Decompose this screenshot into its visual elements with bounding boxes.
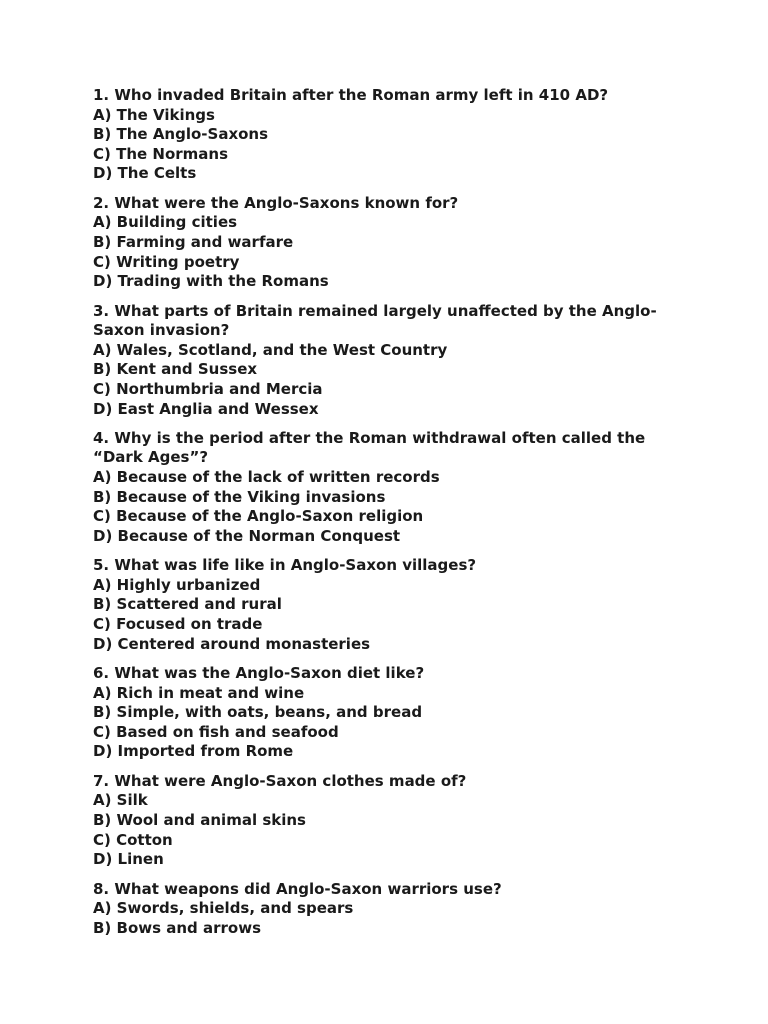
answer-option: B) Bows and arrows [93,918,262,937]
answer-option: C) Northumbria and Mercia [93,379,323,398]
answer-option: C) Cotton [93,830,173,849]
answer-option: D) East Anglia and Wessex [93,399,319,418]
answer-option: B) Simple, with oats, beans, and bread [93,703,423,722]
question-block [93,664,693,762]
answer-option: B) Because of the Viking invasions [93,487,386,506]
question-text: 3. What parts of Britain remained largely unaffected by the Anglo-Saxon invasion? [93,301,657,340]
answer-option: A) Silk [93,791,148,810]
answer-option: D) Linen [93,850,164,869]
answer-option: B) Farming and warfare [93,232,294,251]
question-block [93,302,693,420]
answer-option: A) Swords, shields, and spears [93,899,354,918]
answer-option: B) Wool and animal skins [93,810,306,829]
question-text: 7. What were Anglo-Saxon clothes made of? [93,771,467,790]
answer-option: A) Because of the lack of written records [93,468,440,487]
answer-option: C) The Normans [93,144,229,163]
answer-option: B) Kent and Sussex [93,360,258,379]
question-block [93,86,693,184]
answer-option: A) Building cities [93,213,238,232]
question-text: 6. What was the Anglo-Saxon diet like? [93,664,425,683]
question-text: 4. Why is the period after the Roman withdrawal often called the “Dark Ages”? [93,428,646,467]
question-block [93,772,693,870]
question-block [93,556,693,654]
answer-option: A) Highly urbanized [93,575,261,594]
answer-option: B) The Anglo-Saxons [93,125,269,144]
answer-option: A) Rich in meat and wine [93,683,305,702]
answer-option: D) Imported from Rome [93,742,294,761]
question-text: 1. Who invaded Britain after the Roman army left in 410 AD? [93,86,609,104]
question-text: 8. What weapons did Anglo-Saxon warriors use? [93,879,502,898]
quiz-document [93,86,693,948]
question-block [93,429,693,547]
answer-option: A) The Vikings [93,105,215,124]
answer-option: A) Wales, Scotland, and the West Country [93,340,448,359]
answer-option: D) Centered around monasteries [93,634,371,653]
question-text: 5. What was life like in Anglo-Saxon villages? [93,556,477,575]
answer-option: C) Based on fish and seafood [93,722,339,741]
question-text: 2. What were the Anglo-Saxons known for? [93,193,459,212]
question-block [93,194,693,292]
answer-option: C) Focused on trade [93,615,263,634]
answer-option: D) The Celts [93,164,197,183]
answer-option: C) Because of the Anglo-Saxon religion [93,507,424,526]
answer-option: C) Writing poetry [93,252,240,271]
answer-option: D) Because of the Norman Conquest [93,526,401,545]
question-block [93,880,693,939]
answer-option: D) Trading with the Romans [93,272,329,291]
answer-option: B) Scattered and rural [93,595,282,614]
